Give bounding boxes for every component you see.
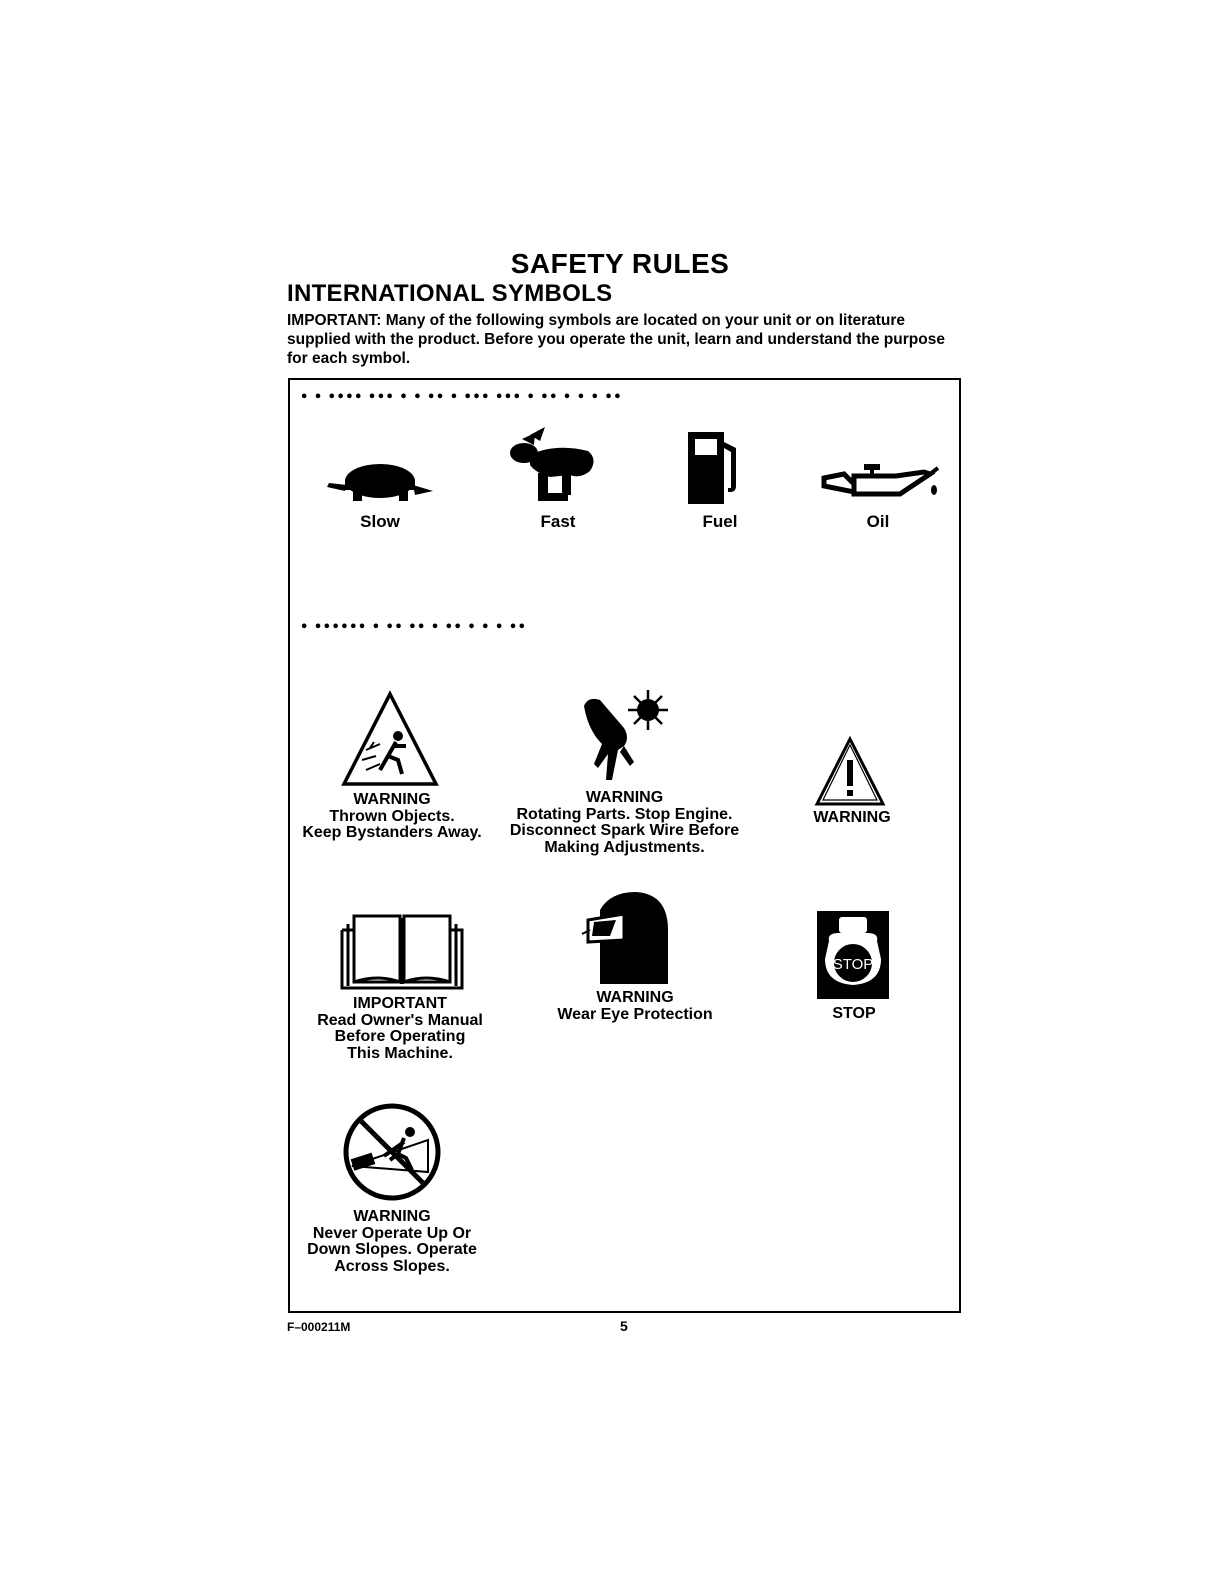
fast-label: Fast: [540, 512, 576, 531]
eye-title: WARNING: [596, 989, 674, 1006]
rotating-line3: Making Adjustments.: [544, 838, 705, 856]
group1-heading: • • •••• ••• • • •• • ••• ••• • •• • • • ••: [300, 390, 623, 405]
thrown-title: WARNING: [353, 791, 431, 808]
stop-label: STOP: [832, 1005, 876, 1022]
section-title: INTERNATIONAL SYMBOLS: [287, 280, 613, 307]
fuel-symbol: [684, 430, 754, 506]
rotating-line2: Disconnect Spark Wire Before: [509, 822, 740, 839]
stop-engine-icon: [817, 911, 889, 999]
fuel-label: Fuel: [702, 512, 738, 531]
general-warning-label: WARNING: [813, 809, 891, 826]
thrown-line2: Keep Bystanders Away.: [302, 824, 482, 841]
thrown-objects-warning-icon: [340, 690, 440, 788]
eye-protection-symbol: [580, 890, 672, 986]
slopes-label: [292, 1209, 492, 1275]
open-book-icon: [334, 910, 470, 992]
slopes-line3: Across Slopes.: [334, 1257, 450, 1275]
group2-heading: • •••••• • •• •• • •• • • • ••: [300, 620, 527, 635]
fast-symbol: [495, 425, 605, 503]
fuel-pump-icon: [684, 430, 744, 506]
eye-line1: Wear Eye Protection: [557, 1005, 713, 1023]
rabbit-icon: [500, 425, 600, 503]
manual-title: IMPORTANT: [353, 995, 447, 1012]
exclamation-triangle-icon: [814, 736, 886, 808]
hand-contact-icon: [578, 688, 672, 786]
thrown-line1: Thrown Objects.: [329, 807, 455, 825]
oil-symbol: [820, 462, 942, 502]
thrown-objects-symbol: [340, 690, 440, 788]
rotating-line1: Rotating Parts. Stop Engine.: [516, 805, 733, 823]
face-shield-icon: [580, 890, 672, 986]
eye-protection-label: [540, 990, 730, 1023]
oil-label: Oil: [866, 512, 890, 531]
oil-can-icon: [820, 462, 940, 502]
manual-label: [300, 996, 500, 1062]
slow-symbol: [310, 455, 450, 505]
general-warning-symbol: [814, 736, 886, 808]
rotating-parts-symbol: [578, 688, 672, 786]
page-number: 5: [620, 1318, 628, 1334]
no-slope-operation-icon: [340, 1100, 444, 1204]
document-code: F–000211M: [287, 1320, 351, 1334]
slopes-line2: Down Slopes. Operate: [307, 1241, 477, 1258]
rotating-title: WARNING: [585, 789, 664, 806]
slopes-symbol: [340, 1100, 444, 1204]
slow-label: Slow: [360, 512, 400, 531]
rotating-parts-label: [492, 790, 757, 856]
turtle-icon: [325, 455, 435, 505]
slopes-line1: Never Operate Up Or: [312, 1224, 472, 1242]
thrown-objects-label: [292, 792, 492, 842]
page-title: SAFETY RULES: [510, 248, 730, 279]
stop-sign-text: STOP: [832, 956, 874, 973]
manual-line3: This Machine.: [347, 1044, 453, 1062]
intro-text: IMPORTANT: Many of the following symbols are located on your unit or on literature supplied with the product. Before you operate the unit, learn and understand the purpose for each symbol.: [287, 312, 945, 367]
stop-symbol: [817, 911, 889, 999]
slopes-title: WARNING: [353, 1208, 431, 1225]
manual-line2: Before Operating: [334, 1028, 466, 1045]
manual-symbol: [334, 910, 470, 992]
manual-line1: Read Owner's Manual: [317, 1011, 483, 1029]
